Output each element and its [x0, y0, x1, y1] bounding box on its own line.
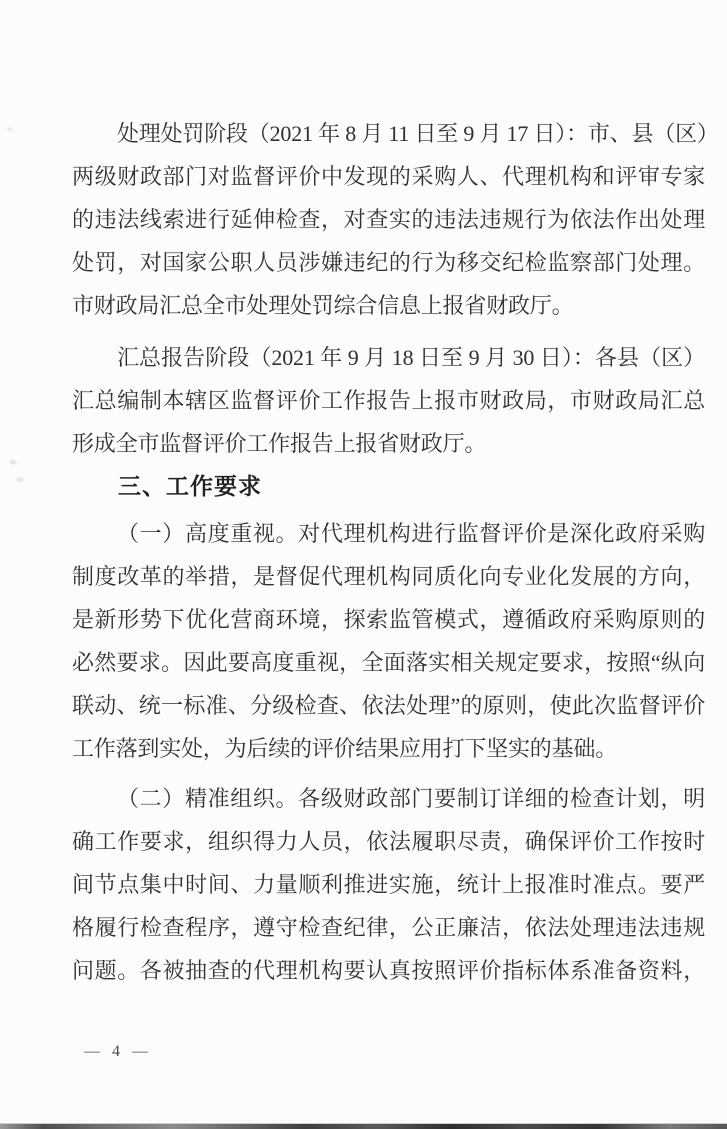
text-line: 处罚，对国家公职人员涉嫌违纪的行为移交纪检监察部门处理。 — [72, 250, 705, 275]
text-line: 的违法线索进行延伸检查，对查实的违法违规行为依法作出处理 — [72, 207, 705, 232]
page-number: — 4 — — [84, 1043, 152, 1060]
section-heading-work-requirements: 三、工作要求 — [118, 473, 262, 499]
text-line: 确工作要求，组织得力人员，依法履职尽责，确保评价工作按时 — [72, 829, 705, 854]
scan-edge-artifact — [0, 1123, 727, 1129]
text-line: 必然要求。因此要高度重视，全面落实相关规定要求，按照“纵向 — [72, 650, 705, 675]
text-line: 汇总编制本辖区监督评价工作报告上报市财政局，市财政局汇总 — [72, 388, 705, 413]
text-line: 市财政局汇总全市处理处罚综合信息上报省财政厅。 — [72, 293, 574, 318]
text-line: 是新形势下优化营商环境，探索监管模式，遵循政府采购原则的 — [72, 607, 705, 632]
text-line: （二）精准组织。各级财政部门要制订详细的检查计划，明 — [117, 786, 705, 811]
text-line: 处理处罚阶段（2021 年 8 月 11 日至 9 月 17 日）：市、县（区） — [117, 121, 719, 146]
paragraph-item-2-precise-organization — [72, 777, 705, 992]
text-line: 联动、统一标准、分级检查、依法处理”的原则，使此次监督评价 — [72, 693, 705, 718]
text-line: 汇总报告阶段（2021 年 9 月 18 日至 9 月 30 日）：各县（区） — [117, 345, 705, 370]
text-line: 格履行检查程序，遵守检查纪律，公正廉洁，依法处理违法违规 — [72, 915, 705, 940]
scan-speck — [10, 460, 16, 464]
text-line: 两级财政部门对监督评价中发现的采购人、代理机构和评审专家 — [72, 164, 705, 189]
text-line: 制度改革的举措，是督促代理机构同质化向专业化发展的方向， — [72, 564, 705, 589]
scan-speck — [8, 128, 12, 131]
paragraph-processing-punishment-phase — [72, 112, 719, 327]
text-line: 间节点集中时间、力量顺利推进实施，统计上报准时准点。要严 — [72, 872, 705, 897]
text-line: 工作落到实处，为后续的评价结果应用打下坚实的基础。 — [72, 736, 618, 761]
document-body — [72, 112, 719, 992]
paragraph-summary-report-phase — [72, 336, 705, 465]
scan-speck — [16, 478, 24, 481]
text-line: 问题。各被抽查的代理机构要认真按照评价指标体系准备资料， — [72, 958, 705, 983]
text-line: 形成全市监督评价工作报告上报省财政厅。 — [72, 431, 487, 456]
paragraph-item-1-attach-importance — [72, 512, 705, 770]
text-line: （一）高度重视。对代理机构进行监督评价是深化政府采购 — [117, 521, 705, 546]
